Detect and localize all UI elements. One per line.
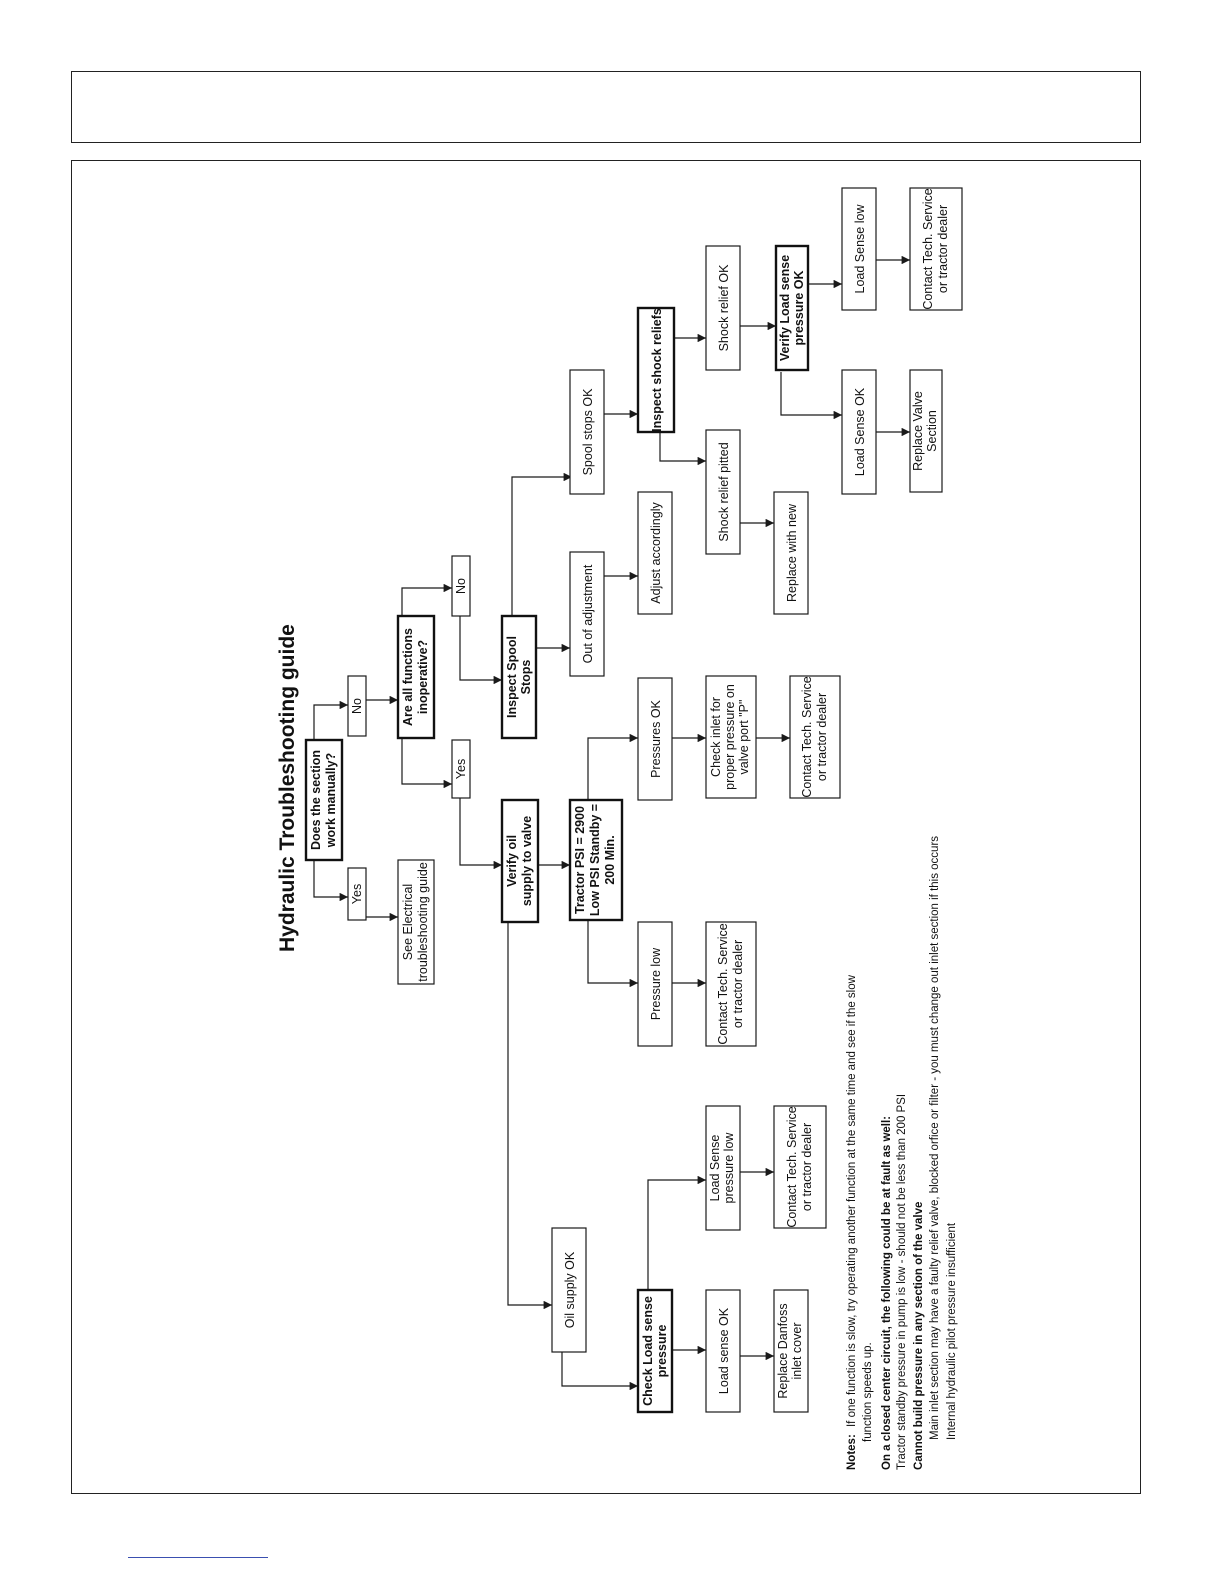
svg-text:Inspect Spool: Inspect Spool [505,636,519,718]
svg-text:Pressures OK: Pressures OK [649,700,663,778]
svg-text:or tractor dealer: or tractor dealer [731,939,745,1029]
node-replace-danfoss [774,1290,808,1412]
svg-text:Section: Section [925,410,939,452]
svg-text:Contact Tech. Service: Contact Tech. Service [921,188,935,310]
node-load-sense-ok-1 [706,1290,740,1412]
node-out-of-adjustment [570,552,604,676]
notes-label: Notes: [846,1434,858,1470]
node-contact-2 [790,676,840,798]
svg-text:inoperative?: inoperative? [416,639,430,715]
node-all-inoperative [398,616,434,738]
notes-block [846,836,958,1470]
svg-text:Out of adjustment: Out of adjustment [581,564,595,664]
node-spool-stops-ok [570,370,604,494]
svg-text:inlet cover: inlet cover [790,1322,804,1380]
svg-text:Stops: Stops [519,659,533,695]
conn-yes-verify [460,798,502,865]
svg-text:Load Sense: Load Sense [708,1134,722,1202]
node-oil-supply-ok [552,1228,586,1352]
node-ls-pressure-low [706,1106,740,1230]
svg-text:Check inlet for: Check inlet for [709,697,723,777]
svg-text:Shock relief OK: Shock relief OK [717,264,731,352]
svg-text:Tractor PSI = 2900: Tractor PSI = 2900 [573,805,587,915]
svg-text:Are all functions: Are all functions [401,628,415,726]
svg-text:Verify oil: Verify oil [505,834,519,888]
notes-cannot-build: Cannot build pressure in any section of the valve [913,1201,925,1470]
svg-text:Contact Tech. Service: Contact Tech. Service [800,676,814,798]
node-contact-1 [706,922,756,1046]
page-title: Hydraulic Troubleshooting guide [276,624,299,952]
svg-text:Replace with new: Replace with new [785,504,799,602]
node-load-sense-low [842,188,876,310]
conn-psi-ok [588,738,638,800]
svg-text:Oil supply OK: Oil supply OK [563,1251,577,1329]
svg-text:Load Sense low: Load Sense low [853,204,867,294]
node-verify-oil [502,800,538,922]
svg-text:proper pressure on: proper pressure on [723,684,737,790]
node-tractor-psi [570,800,622,920]
svg-text:work manually?: work manually? [324,752,338,848]
svg-text:No: No [350,698,364,714]
conn-no-spool [460,616,502,680]
node-no-1 [348,676,366,736]
node-inspect-shock [638,308,674,432]
svg-text:Pressure low: Pressure low [649,947,663,1021]
conn-oilok-checkls [562,1352,638,1386]
svg-text:pressure low: pressure low [722,1132,736,1204]
notes-internal-pilot: Internal hydraulic pilot pressure insufficient [946,1222,958,1440]
svg-text:200 Min.: 200 Min. [603,835,617,885]
node-no-2 [452,556,470,616]
svg-text:or tractor dealer: or tractor dealer [815,692,829,782]
node-see-electrical [398,860,434,984]
svg-text:Contact Tech. Service: Contact Tech. Service [716,923,730,1045]
svg-text:or tractor dealer: or tractor dealer [800,1122,814,1212]
node-adjust-accordingly [638,492,672,614]
svg-text:Low PSI Standby =: Low PSI Standby = [588,803,602,917]
svg-text:pressure: pressure [655,1324,669,1378]
svg-text:troubleshooting guide: troubleshooting guide [416,862,430,982]
svg-text:Contact Tech. Service: Contact Tech. Service [785,1106,799,1228]
node-does-section-work [306,740,342,860]
notes-closed-center: On a closed center circuit, the following could be at fault as well: [881,1115,893,1470]
notes-line-2: function speeds up. [862,1342,874,1442]
conn-spool-ok [512,477,572,616]
svg-text:Load Sense OK: Load Sense OK [853,387,867,477]
node-contact-4 [910,188,962,310]
node-replace-new [774,492,808,614]
node-shock-ok [706,246,740,370]
conn-allfunc-yes [402,738,452,784]
svg-text:Replace Danfoss: Replace Danfoss [776,1303,790,1399]
svg-text:pressure OK: pressure OK [792,270,806,346]
notes-standby: Tractor standby pressure in pump is low - should not be less than 200 PSI [896,1093,908,1470]
conn-checkls-low [648,1180,706,1290]
svg-text:No: No [454,578,468,594]
svg-text:or tractor dealer: or tractor dealer [936,204,950,294]
node-yes-1 [348,868,366,920]
node-contact-3 [774,1106,826,1228]
conn-vls-ok [781,372,842,415]
node-pressures-ok [638,678,672,800]
svg-text:Check Load sense: Check Load sense [641,1296,655,1406]
svg-text:Shock relief pitted: Shock relief pitted [717,442,731,542]
svg-text:Spool stops OK: Spool stops OK [581,388,595,476]
node-load-sense-ok-2 [842,370,876,494]
svg-text:Replace Valve: Replace Valve [911,391,925,471]
node-check-load-sense [638,1290,672,1412]
svg-text:Adjust accordingly: Adjust accordingly [649,502,663,604]
conn-does-yes [314,860,348,897]
svg-text:Yes: Yes [350,883,364,905]
notes-line-1: If one function is slow, try operating another function at the same time and see if the slow [846,975,858,1428]
svg-text:Yes: Yes [454,758,468,780]
node-pressure-low [638,922,672,1046]
node-yes-2 [452,740,470,798]
svg-text:supply to valve: supply to valve [520,815,534,907]
svg-text:Inspect shock reliefs: Inspect shock reliefs [650,308,664,432]
node-check-inlet [706,676,756,798]
svg-text:See Electrical: See Electrical [401,883,415,961]
svg-text:Load sense OK: Load sense OK [717,1307,731,1395]
svg-text:Does the section: Does the section [309,749,323,851]
svg-text:Notes: If one function i [846,974,858,1470]
notes-main-inlet: Main inlet section may have a faulty relief valve, blocked orfice or filter - you must change out inlet section if this occurs [929,835,941,1440]
svg-text:valve port "P": valve port "P" [737,699,751,775]
node-inspect-spool [502,616,536,738]
node-shock-pitted [706,430,740,554]
node-replace-valve [910,370,942,492]
conn-psi-low [588,920,638,983]
svg-text:Verify Load sense: Verify Load sense [778,254,792,362]
node-verify-load-sense [776,246,808,370]
conn-verify-oilok [508,922,552,1305]
